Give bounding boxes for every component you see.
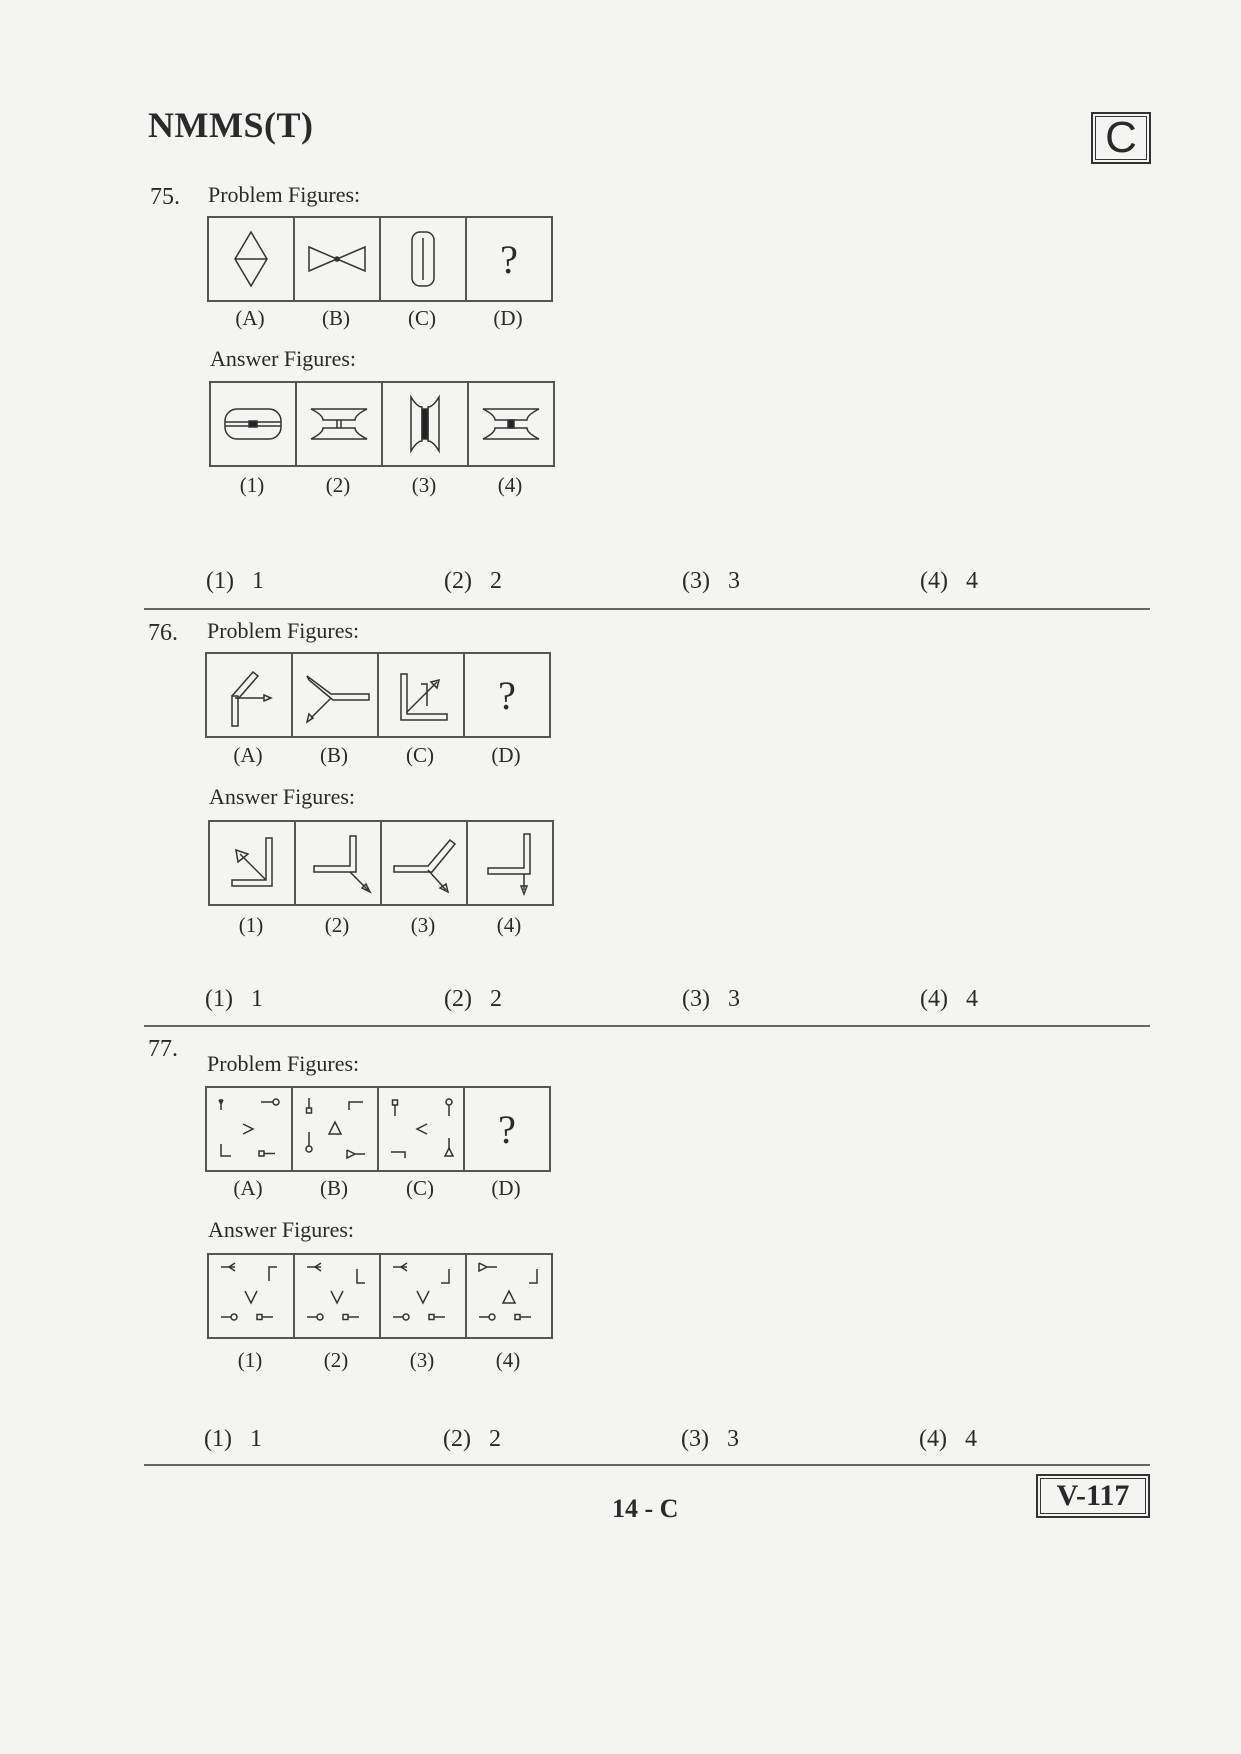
problem-figure-a xyxy=(207,1088,293,1170)
problem-figure-d xyxy=(465,654,549,736)
caption: (B) xyxy=(320,743,348,767)
caption: (1) xyxy=(239,473,265,497)
answer-captions xyxy=(207,1348,551,1373)
caption: (4) xyxy=(497,473,523,497)
answer-figures-label: Answer Figures: xyxy=(209,784,356,809)
option-1[interactable]: (1) 1 xyxy=(204,1426,262,1452)
problem-figure-b xyxy=(295,218,381,300)
caption: (4) xyxy=(495,1348,521,1372)
answer-figures-label: Answer Figures: xyxy=(208,1217,355,1242)
answer-figures xyxy=(207,1253,553,1339)
page-number: 14 - C xyxy=(612,1494,679,1523)
caption: (3) xyxy=(409,1348,435,1372)
answer-figure-4[interactable] xyxy=(467,1255,551,1337)
option-4[interactable]: (4) 4 xyxy=(919,1426,977,1452)
answer-figure-3[interactable] xyxy=(381,1255,467,1337)
answer-captions xyxy=(209,473,553,498)
caption: (D) xyxy=(491,743,521,767)
page-title: NMMS(T) xyxy=(148,105,314,145)
question-number: 75. xyxy=(150,184,180,210)
answer-figure-1[interactable] xyxy=(209,1255,295,1337)
problem-figure-c xyxy=(379,654,465,736)
caption: (1) xyxy=(238,913,264,937)
option-3[interactable]: (3) 3 xyxy=(682,568,740,594)
problem-figures xyxy=(207,216,553,302)
answer-figures xyxy=(208,820,554,906)
caption: (A) xyxy=(235,306,265,330)
problem-figure-c xyxy=(381,218,467,300)
option-2[interactable]: (2) 2 xyxy=(444,986,502,1012)
caption: (A) xyxy=(233,743,263,767)
problem-figures xyxy=(205,652,551,738)
option-3[interactable]: (3) 3 xyxy=(682,986,740,1012)
answer-figure-4[interactable] xyxy=(468,822,552,904)
caption: (C) xyxy=(408,306,436,330)
caption: (3) xyxy=(411,473,437,497)
caption: (C) xyxy=(406,1176,434,1200)
question-mark: ? xyxy=(500,236,518,282)
option-2[interactable]: (2) 2 xyxy=(443,1426,501,1452)
problem-figure-a xyxy=(207,654,293,736)
caption: (C) xyxy=(406,743,434,767)
caption: (3) xyxy=(410,913,436,937)
problem-figure-b xyxy=(293,1088,379,1170)
caption: (B) xyxy=(322,306,350,330)
problem-figure-d xyxy=(465,1088,549,1170)
problem-figures xyxy=(205,1086,551,1172)
question-mark: ? xyxy=(498,672,516,718)
caption: (2) xyxy=(325,473,351,497)
problem-figure-a xyxy=(209,218,295,300)
caption: (A) xyxy=(233,1176,263,1200)
answer-figure-1[interactable] xyxy=(211,383,297,465)
problem-captions xyxy=(205,743,549,768)
divider xyxy=(144,608,1150,610)
option-3[interactable]: (3) 3 xyxy=(681,1426,739,1452)
divider xyxy=(144,1025,1150,1027)
answer-captions xyxy=(208,913,552,938)
answer-figure-1[interactable] xyxy=(210,822,296,904)
caption: (2) xyxy=(324,913,350,937)
answer-figure-3[interactable] xyxy=(383,383,469,465)
answer-figure-2[interactable] xyxy=(297,383,383,465)
caption: (1) xyxy=(237,1348,263,1372)
option-2[interactable]: (2) 2 xyxy=(444,568,502,594)
option-4[interactable]: (4) 4 xyxy=(920,986,978,1012)
answer-figures xyxy=(209,381,555,467)
problem-captions xyxy=(205,1176,549,1201)
question-number: 76. xyxy=(148,620,178,646)
answer-figure-2[interactable] xyxy=(295,1255,381,1337)
caption: (D) xyxy=(493,306,523,330)
problem-figures-label: Problem Figures: xyxy=(208,182,361,207)
answer-figure-2[interactable] xyxy=(296,822,382,904)
caption: (4) xyxy=(496,913,522,937)
option-4[interactable]: (4) 4 xyxy=(920,568,978,594)
divider xyxy=(144,1464,1150,1466)
problem-figure-b xyxy=(293,654,379,736)
option-1[interactable]: (1) 1 xyxy=(205,986,263,1012)
problem-figure-d xyxy=(467,218,551,300)
booklet-code-badge: V-117 xyxy=(1036,1474,1150,1518)
caption: (2) xyxy=(323,1348,349,1372)
answer-figure-4[interactable] xyxy=(469,383,553,465)
caption: (B) xyxy=(320,1176,348,1200)
problem-figures-label: Problem Figures: xyxy=(207,618,360,643)
option-1[interactable]: (1) 1 xyxy=(206,568,264,594)
answer-figure-3[interactable] xyxy=(382,822,468,904)
question-number: 77. xyxy=(148,1036,178,1062)
caption: (D) xyxy=(491,1176,521,1200)
set-code-badge: C xyxy=(1091,112,1151,164)
problem-figure-c xyxy=(379,1088,465,1170)
answer-figures-label: Answer Figures: xyxy=(210,346,357,371)
problem-captions xyxy=(207,306,551,331)
problem-figures-label: Problem Figures: xyxy=(207,1051,360,1076)
question-mark: ? xyxy=(498,1106,516,1152)
